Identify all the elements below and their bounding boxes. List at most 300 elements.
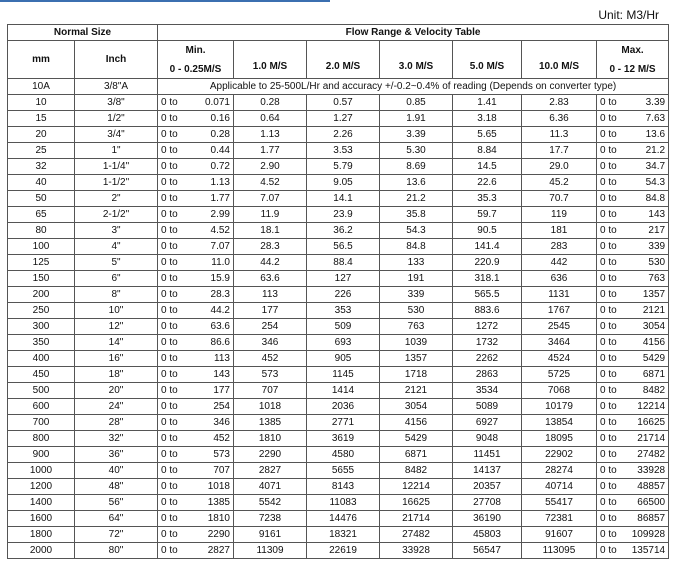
cell-v3: 1357 (380, 351, 453, 367)
cell-mm: 800 (8, 431, 75, 447)
cell-mm: 32 (8, 159, 75, 175)
range-prefix: 0 to (161, 545, 178, 556)
cell-v3: 3.39 (380, 127, 453, 143)
min-header-top: Min. (185, 44, 206, 56)
cell-mm: 450 (8, 367, 75, 383)
cell-v3: 33928 (380, 543, 453, 559)
range-prefix: 0 to (600, 161, 617, 172)
inch-header: Inch (75, 41, 158, 79)
range-value: 16625 (637, 417, 666, 428)
cell-min (158, 383, 234, 399)
range-prefix: 0 to (161, 497, 178, 508)
cell-v10: 119 (522, 207, 597, 223)
cell-mm: 300 (8, 319, 75, 335)
cell-v3: 530 (380, 303, 453, 319)
cell-max (597, 255, 669, 271)
range-prefix: 0 to (161, 225, 178, 236)
cell-inch: 40" (75, 463, 158, 479)
cell-min (158, 159, 234, 175)
table-row (8, 127, 669, 143)
velocity-10-header: 10.0 M/S (522, 41, 597, 79)
cell-v5: 14.5 (453, 159, 522, 175)
cell-v3: 4156 (380, 415, 453, 431)
cell-mm: 600 (8, 399, 75, 415)
range-value: 763 (648, 273, 666, 284)
cell-max (597, 319, 669, 335)
cell-mm: 1000 (8, 463, 75, 479)
cell-v1: 1810 (234, 431, 307, 447)
cell-v3: 5429 (380, 431, 453, 447)
range-prefix: 0 to (161, 465, 178, 476)
cell-v1: 2290 (234, 447, 307, 463)
range-value: 34.7 (645, 161, 666, 172)
cell-v3: 35.8 (380, 207, 453, 223)
cell-v1: 11.9 (234, 207, 307, 223)
cell-inch: 1/2" (75, 111, 158, 127)
cell-max (597, 495, 669, 511)
cell-mm: 700 (8, 415, 75, 431)
range-prefix: 0 to (600, 433, 617, 444)
cell-inch: 48" (75, 479, 158, 495)
cell-v3: 339 (380, 287, 453, 303)
range-prefix: 0 to (161, 529, 178, 540)
cell-v1: 7.07 (234, 191, 307, 207)
cell-v10: 4524 (522, 351, 597, 367)
cell-v5: 9048 (453, 431, 522, 447)
table-row (8, 431, 669, 447)
cell-mm: 900 (8, 447, 75, 463)
range-prefix: 0 to (600, 369, 617, 380)
cell-v5: 141.4 (453, 239, 522, 255)
cell-v1: 5542 (234, 495, 307, 511)
top-divider-line (0, 0, 330, 2)
range-value: 15.9 (210, 273, 230, 284)
cell-v3: 0.85 (380, 95, 453, 111)
cell-v2: 2.26 (307, 127, 380, 143)
cell-inch: 72" (75, 527, 158, 543)
cell-max (597, 159, 669, 175)
cell-v1: 44.2 (234, 255, 307, 271)
special-row (8, 79, 669, 95)
cell-mm: 50 (8, 191, 75, 207)
cell-min (158, 191, 234, 207)
range-prefix: 0 to (600, 529, 617, 540)
cell-v10: 40714 (522, 479, 597, 495)
range-value: 113 (214, 353, 230, 364)
cell-v2: 4580 (307, 447, 380, 463)
cell-mm: 150 (8, 271, 75, 287)
cell-v1: 707 (234, 383, 307, 399)
range-value: 8482 (642, 385, 666, 396)
cell-max (597, 511, 669, 527)
cell-v5: 45803 (453, 527, 522, 543)
cell-v2: 3.53 (307, 143, 380, 159)
cell-mm: 1400 (8, 495, 75, 511)
cell-min (158, 127, 234, 143)
table-row (8, 111, 669, 127)
range-value: 12214 (637, 401, 666, 412)
cell-v5: 20357 (453, 479, 522, 495)
cell-mm: 200 (8, 287, 75, 303)
cell-v5: 5.65 (453, 127, 522, 143)
cell-max (597, 447, 669, 463)
range-prefix: 0 to (600, 129, 617, 140)
range-value: 530 (648, 257, 666, 268)
cell-max (597, 543, 669, 559)
cell-min (158, 223, 234, 239)
range-value: 84.8 (645, 193, 666, 204)
range-value: 6871 (642, 369, 666, 380)
table-row (8, 335, 669, 351)
cell-v3: 2121 (380, 383, 453, 399)
range-prefix: 0 to (600, 209, 617, 220)
cell-inch: 1-1/4" (75, 159, 158, 175)
table-row (8, 511, 669, 527)
cell-v2: 5655 (307, 463, 380, 479)
cell-max (597, 239, 669, 255)
cell-v10: 1767 (522, 303, 597, 319)
cell-v2: 22619 (307, 543, 380, 559)
range-value: 3054 (642, 321, 666, 332)
cell-v1: 9161 (234, 527, 307, 543)
range-prefix: 0 to (161, 401, 178, 412)
special-row-inch: 3/8"A (75, 79, 158, 95)
cell-mm: 350 (8, 335, 75, 351)
cell-max (597, 127, 669, 143)
cell-v1: 1385 (234, 415, 307, 431)
cell-inch: 5" (75, 255, 158, 271)
range-prefix: 0 to (161, 161, 178, 172)
cell-min (158, 367, 234, 383)
table-row (8, 399, 669, 415)
cell-v3: 1718 (380, 367, 453, 383)
cell-min (158, 495, 234, 511)
range-prefix: 0 to (600, 449, 617, 460)
cell-v2: 1.27 (307, 111, 380, 127)
cell-v2: 9.05 (307, 175, 380, 191)
range-prefix: 0 to (600, 385, 617, 396)
cell-min (158, 415, 234, 431)
table-row (8, 319, 669, 335)
cell-min (158, 431, 234, 447)
cell-v10: 22902 (522, 447, 597, 463)
cell-v10: 11.3 (522, 127, 597, 143)
cell-max (597, 111, 669, 127)
range-value: 0.16 (210, 113, 230, 124)
cell-v1: 18.1 (234, 223, 307, 239)
mm-header: mm (8, 41, 75, 79)
cell-min (158, 479, 234, 495)
cell-v1: 1018 (234, 399, 307, 415)
range-value: 2290 (207, 529, 230, 540)
table-row (8, 175, 669, 191)
range-prefix: 0 to (161, 449, 178, 460)
range-prefix: 0 to (161, 289, 178, 300)
range-value: 177 (213, 385, 230, 396)
cell-v2: 88.4 (307, 255, 380, 271)
min-header-bottom: 0 - 0.25M/S (169, 63, 222, 75)
header-row-columns (8, 41, 669, 79)
cell-min (158, 111, 234, 127)
range-value: 1.77 (210, 193, 230, 204)
cell-max (597, 527, 669, 543)
cell-max (597, 463, 669, 479)
range-prefix: 0 to (161, 273, 178, 284)
cell-v2: 56.5 (307, 239, 380, 255)
range-value: 27482 (637, 449, 666, 460)
range-value: 13.6 (645, 129, 666, 140)
table-row (8, 223, 669, 239)
cell-v1: 0.64 (234, 111, 307, 127)
cell-v10: 7068 (522, 383, 597, 399)
cell-v1: 28.3 (234, 239, 307, 255)
cell-v10: 72381 (522, 511, 597, 527)
range-value: 346 (213, 417, 230, 428)
cell-inch: 14" (75, 335, 158, 351)
cell-v3: 191 (380, 271, 453, 287)
range-prefix: 0 to (600, 289, 617, 300)
range-value: 21714 (637, 433, 666, 444)
cell-v2: 18321 (307, 527, 380, 543)
table-row (8, 351, 669, 367)
cell-v10: 91607 (522, 527, 597, 543)
cell-mm: 15 (8, 111, 75, 127)
header-row-top (8, 25, 669, 41)
cell-v1: 11309 (234, 543, 307, 559)
cell-v3: 1039 (380, 335, 453, 351)
cell-v2: 509 (307, 319, 380, 335)
range-prefix: 0 to (600, 257, 617, 268)
cell-v2: 23.9 (307, 207, 380, 223)
range-value: 339 (648, 241, 666, 252)
cell-max (597, 383, 669, 399)
table-row (8, 287, 669, 303)
cell-max (597, 271, 669, 287)
cell-v1: 346 (234, 335, 307, 351)
cell-v2: 36.2 (307, 223, 380, 239)
range-prefix: 0 to (161, 193, 178, 204)
cell-v5: 14137 (453, 463, 522, 479)
cell-v3: 133 (380, 255, 453, 271)
range-prefix: 0 to (161, 433, 178, 444)
cell-mm: 1200 (8, 479, 75, 495)
cell-mm: 100 (8, 239, 75, 255)
cell-inch: 6" (75, 271, 158, 287)
cell-v2: 14.1 (307, 191, 380, 207)
min-velocity-header (158, 41, 234, 79)
cell-inch: 28" (75, 415, 158, 431)
range-prefix: 0 to (161, 513, 178, 524)
cell-v3: 27482 (380, 527, 453, 543)
range-value: 254 (213, 401, 230, 412)
range-prefix: 0 to (161, 305, 178, 316)
cell-v5: 90.5 (453, 223, 522, 239)
range-prefix: 0 to (600, 465, 617, 476)
cell-v10: 5725 (522, 367, 597, 383)
range-prefix: 0 to (161, 145, 178, 156)
cell-v10: 13854 (522, 415, 597, 431)
cell-mm: 25 (8, 143, 75, 159)
special-row-note: Applicable to 25-500L/Hr and accuracy +/-0.2~0.4% of reading (Depends on converter type) (158, 79, 669, 95)
range-value: 11.0 (211, 257, 230, 268)
cell-min (158, 335, 234, 351)
velocity-2-header: 2.0 M/S (307, 41, 380, 79)
cell-v10: 2545 (522, 319, 597, 335)
range-prefix: 0 to (600, 497, 617, 508)
table-row (8, 383, 669, 399)
range-value: 4.52 (210, 225, 230, 236)
range-value: 573 (213, 449, 230, 460)
cell-v10: 17.7 (522, 143, 597, 159)
max-header-bottom: 0 - 12 M/S (609, 63, 656, 75)
range-value: 707 (213, 465, 230, 476)
cell-mm: 10 (8, 95, 75, 111)
cell-inch: 3" (75, 223, 158, 239)
table-row (8, 191, 669, 207)
cell-v2: 3619 (307, 431, 380, 447)
cell-v5: 27708 (453, 495, 522, 511)
cell-v5: 565.5 (453, 287, 522, 303)
cell-inch: 80" (75, 543, 158, 559)
cell-min (158, 255, 234, 271)
cell-inch: 20" (75, 383, 158, 399)
cell-inch: 2" (75, 191, 158, 207)
range-value: 3.39 (645, 97, 666, 108)
cell-mm: 40 (8, 175, 75, 191)
cell-max (597, 479, 669, 495)
cell-v5: 318.1 (453, 271, 522, 287)
cell-inch: 64" (75, 511, 158, 527)
cell-v10: 1131 (522, 287, 597, 303)
cell-v10: 10179 (522, 399, 597, 415)
cell-v2: 11083 (307, 495, 380, 511)
cell-inch: 1-1/2" (75, 175, 158, 191)
cell-v5: 6927 (453, 415, 522, 431)
range-value: 2827 (207, 545, 230, 556)
range-value: 44.2 (210, 305, 230, 316)
table-row (8, 495, 669, 511)
cell-v2: 0.57 (307, 95, 380, 111)
cell-max (597, 415, 669, 431)
range-prefix: 0 to (600, 417, 617, 428)
cell-v2: 905 (307, 351, 380, 367)
cell-max (597, 175, 669, 191)
cell-min (158, 207, 234, 223)
cell-max (597, 95, 669, 111)
range-prefix: 0 to (161, 241, 178, 252)
unit-label: Unit: M3/Hr (598, 8, 659, 22)
cell-v2: 353 (307, 303, 380, 319)
cell-min (158, 303, 234, 319)
cell-mm: 1600 (8, 511, 75, 527)
cell-v10: 636 (522, 271, 597, 287)
cell-v3: 1.91 (380, 111, 453, 127)
range-value: 1.13 (210, 177, 230, 188)
cell-v1: 254 (234, 319, 307, 335)
cell-v1: 4.52 (234, 175, 307, 191)
range-prefix: 0 to (161, 113, 178, 124)
cell-min (158, 527, 234, 543)
range-value: 28.3 (210, 289, 230, 300)
cell-v3: 6871 (380, 447, 453, 463)
cell-v2: 226 (307, 287, 380, 303)
range-value: 217 (648, 225, 666, 236)
max-velocity-header (597, 41, 669, 79)
cell-max (597, 399, 669, 415)
cell-max (597, 191, 669, 207)
cell-v10: 181 (522, 223, 597, 239)
range-value: 7.63 (645, 113, 666, 124)
cell-max (597, 223, 669, 239)
range-value: 2121 (642, 305, 666, 316)
range-prefix: 0 to (600, 193, 617, 204)
cell-v1: 177 (234, 303, 307, 319)
cell-v5: 2863 (453, 367, 522, 383)
cell-inch: 1" (75, 143, 158, 159)
cell-v2: 127 (307, 271, 380, 287)
special-row-mm: 10A (8, 79, 75, 95)
cell-v1: 1.13 (234, 127, 307, 143)
range-value: 0.28 (210, 129, 230, 140)
range-value: 0.44 (210, 145, 230, 156)
range-value: 7.07 (210, 241, 230, 252)
cell-inch: 16" (75, 351, 158, 367)
cell-v1: 2.90 (234, 159, 307, 175)
cell-v3: 5.30 (380, 143, 453, 159)
cell-v5: 5089 (453, 399, 522, 415)
range-prefix: 0 to (600, 545, 617, 556)
cell-v3: 21714 (380, 511, 453, 527)
range-prefix: 0 to (161, 97, 178, 108)
cell-mm: 250 (8, 303, 75, 319)
cell-v1: 7238 (234, 511, 307, 527)
cell-min (158, 399, 234, 415)
table-row (8, 543, 669, 559)
table-row (8, 415, 669, 431)
cell-v2: 693 (307, 335, 380, 351)
cell-mm: 400 (8, 351, 75, 367)
cell-mm: 1800 (8, 527, 75, 543)
range-prefix: 0 to (600, 353, 617, 364)
range-value: 21.2 (645, 145, 666, 156)
cell-mm: 125 (8, 255, 75, 271)
velocity-3-header: 3.0 M/S (380, 41, 453, 79)
cell-v5: 220.9 (453, 255, 522, 271)
cell-v1: 452 (234, 351, 307, 367)
range-value: 135714 (631, 545, 666, 556)
range-prefix: 0 to (161, 481, 178, 492)
cell-min (158, 271, 234, 287)
cell-v5: 3.18 (453, 111, 522, 127)
cell-max (597, 143, 669, 159)
cell-v5: 1732 (453, 335, 522, 351)
cell-v5: 1.41 (453, 95, 522, 111)
cell-inch: 32" (75, 431, 158, 447)
table-row (8, 303, 669, 319)
cell-mm: 65 (8, 207, 75, 223)
cell-mm: 20 (8, 127, 75, 143)
range-value: 1810 (207, 513, 230, 524)
cell-v1: 1.77 (234, 143, 307, 159)
range-prefix: 0 to (600, 513, 617, 524)
range-prefix: 0 to (600, 305, 617, 316)
cell-v5: 56547 (453, 543, 522, 559)
range-value: 33928 (637, 465, 666, 476)
cell-v1: 113 (234, 287, 307, 303)
cell-mm: 2000 (8, 543, 75, 559)
cell-v3: 84.8 (380, 239, 453, 255)
cell-inch: 2-1/2" (75, 207, 158, 223)
